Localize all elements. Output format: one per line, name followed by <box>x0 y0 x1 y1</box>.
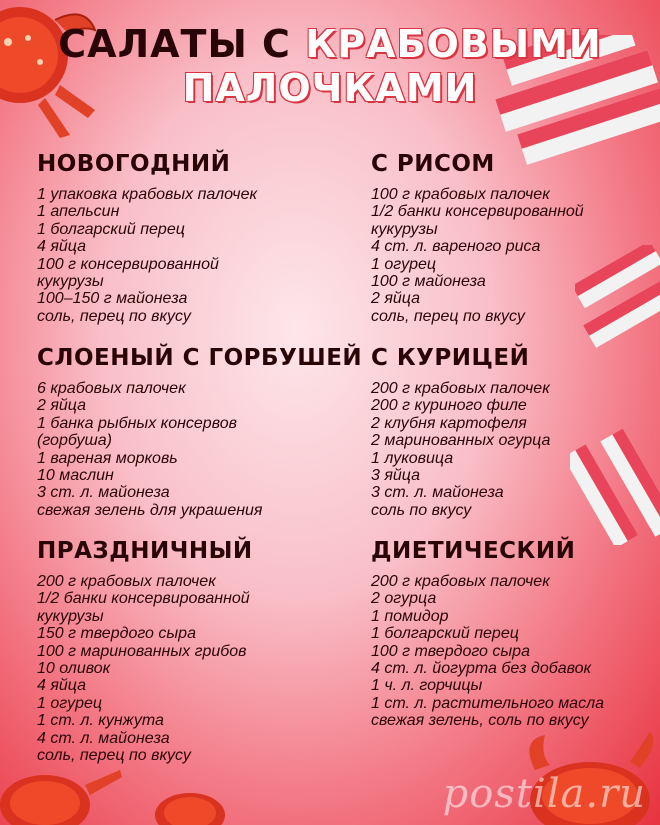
ingredient: 100 г майонеза <box>371 273 486 291</box>
ingredient: 1 огурец <box>37 694 103 712</box>
ingredient: соль по вкусу <box>371 501 472 519</box>
ingredient-list <box>371 186 660 325</box>
ingredient: соль, перец по вкусу <box>37 747 191 765</box>
recipe-heading: НОВОГОДНИЙ <box>37 151 231 177</box>
ingredient: 200 г куриного филе <box>371 397 527 415</box>
ingredient: 1 луковица <box>371 449 454 467</box>
ingredient: 10 оливок <box>37 660 111 678</box>
recipe-heading: С КУРИЦЕЙ <box>371 345 530 371</box>
ingredient: 2 клубня картофеля <box>371 414 527 432</box>
recipe-sloeny-s-gorbushey <box>37 344 363 519</box>
title-part-1: САЛАТЫ С <box>58 22 291 66</box>
recipe-heading: С РИСОМ <box>371 151 495 177</box>
ingredient: кукурузы <box>371 220 438 238</box>
ingredient: 200 г крабовых палочек <box>371 380 550 397</box>
ingredient: 2 яйца <box>37 397 87 415</box>
ingredient: 6 крабовых палочек <box>37 380 186 397</box>
ingredient: 3 ст. л. майонеза <box>37 484 170 502</box>
ingredient: 1 ст. л. растительного масла <box>371 694 604 712</box>
ingredient: 4 яйца <box>37 238 87 256</box>
ingredient: соль, перец по вкусу <box>37 307 191 325</box>
ingredient: 1 вареная морковь <box>37 449 178 467</box>
ingredient: 1/2 банки консервированной <box>37 590 250 608</box>
ingredient-list <box>371 380 660 519</box>
recipe-heading: ДИЕТИЧЕСКИЙ <box>371 538 576 564</box>
ingredient-list <box>37 380 327 519</box>
ingredient: свежая зелень, соль по вкусу <box>371 712 589 730</box>
ingredient: 4 ст. л. майонеза <box>37 729 170 747</box>
recipe-dieticheskiy <box>371 537 660 730</box>
ingredient: свежая зелень для украшения <box>37 501 263 519</box>
ingredient: 4 ст. л. вареного риса <box>371 238 541 256</box>
ingredient: 1/2 банки консервированной <box>371 203 584 221</box>
ingredient: 1 упаковка крабовых палочек <box>37 186 258 203</box>
ingredient: 4 яйца <box>37 677 87 695</box>
ingredient: 150 г твердого сыра <box>37 625 196 643</box>
ingredient: соль, перец по вкусу <box>371 307 525 325</box>
recipe-s-kuritsey <box>371 344 660 519</box>
ingredient: 1 ст. л. кунжута <box>37 712 164 730</box>
ingredient: 4 ст. л. йогурта без добавок <box>371 660 592 678</box>
ingredient-list <box>371 573 660 730</box>
ingredient: 1 огурец <box>371 255 437 273</box>
recipe-heading: ПРАЗДНИЧНЫЙ <box>37 538 253 564</box>
ingredient: 1 болгарский перец <box>37 220 185 238</box>
recipe-prazdnichny <box>37 537 327 764</box>
ingredient: 1 болгарский перец <box>371 625 519 643</box>
ingredient: кукурузы <box>37 607 104 625</box>
ingredient: 100–150 г майонеза <box>37 290 188 308</box>
ingredient: 2 маринованных огурца <box>371 432 551 450</box>
watermark: postila.ru <box>442 771 646 817</box>
ingredient: 1 банка рыбных консервов <box>37 414 237 432</box>
page-title <box>0 22 660 110</box>
ingredient: 3 ст. л. майонеза <box>371 484 504 502</box>
ingredient: 100 г твердого сыра <box>371 642 530 660</box>
ingredient: 100 г консервированной <box>37 255 219 273</box>
title-line-1 <box>0 22 660 66</box>
ingredient: 10 маслин <box>37 467 114 485</box>
ingredient: 200 г крабовых палочек <box>371 573 550 590</box>
recipe-s-risom <box>371 150 660 325</box>
title-part-2: КРАБОВЫМИ <box>305 22 602 66</box>
title-line-2: ПАЛОЧКАМИ <box>182 66 478 110</box>
ingredient: 3 яйца <box>371 467 421 485</box>
ingredient: 1 апельсин <box>37 203 120 221</box>
ingredient: 2 огурца <box>371 590 437 608</box>
ingredient: (горбуша) <box>37 432 112 450</box>
ingredient: 2 яйца <box>371 290 421 308</box>
ingredient: 100 г крабовых палочек <box>371 186 550 203</box>
recipe-novogodniy <box>37 150 327 325</box>
ingredient: 200 г крабовых палочек <box>37 573 216 590</box>
ingredient: 100 г маринованных грибов <box>37 642 247 660</box>
ingredient-list <box>37 573 327 764</box>
ingredient-list <box>37 186 327 325</box>
ingredient: кукурузы <box>37 273 104 291</box>
ingredient: 1 ч. л. горчицы <box>371 677 483 695</box>
ingredient: 1 помидор <box>371 607 449 625</box>
recipe-heading: СЛОЕНЫЙ С ГОРБУШЕЙ <box>37 345 363 371</box>
